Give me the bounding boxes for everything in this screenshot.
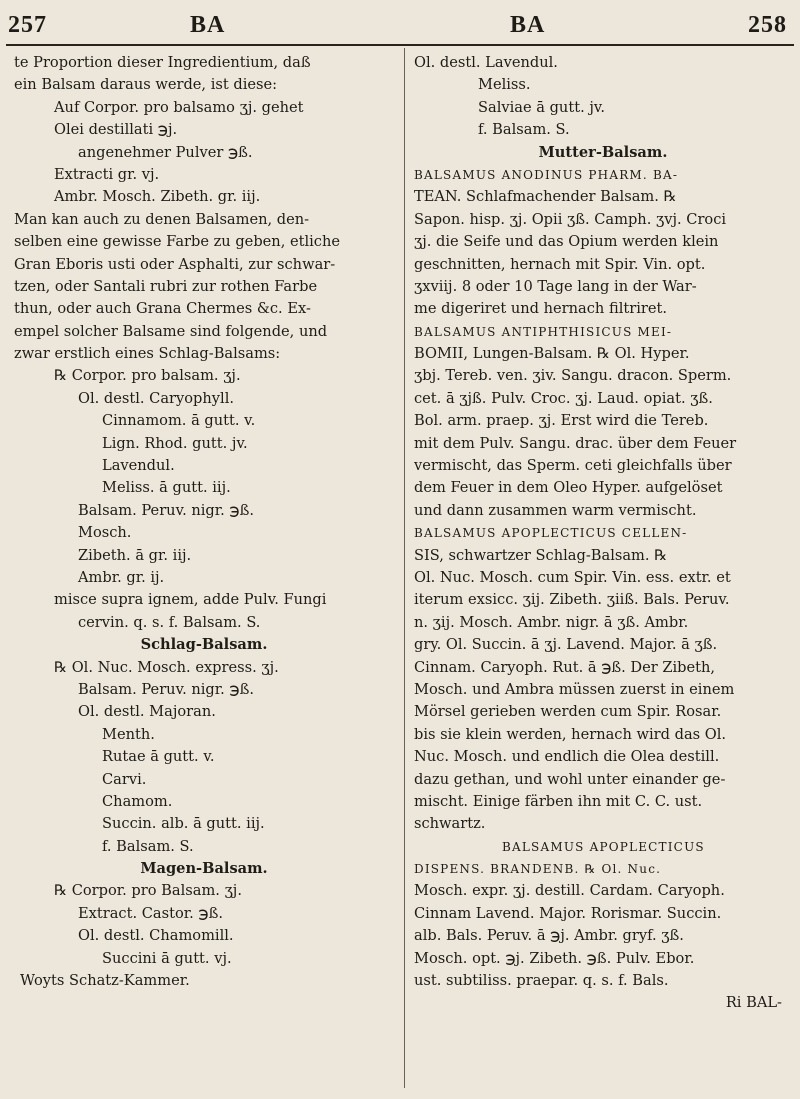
left-column-line: ℞ Ol. Nuc. Mosch. express. ʒj. bbox=[54, 658, 279, 676]
left-column-line: Extracti gr. vj. bbox=[54, 165, 160, 183]
right-column-line: BALSAMUS APOPLECTICUS CELLEN- bbox=[414, 526, 688, 541]
left-column-line: Man kan auch zu denen Balsamen, den- bbox=[14, 210, 310, 228]
left-column-line: Balsam. Peruv. nigr. ℈ß. bbox=[78, 501, 254, 519]
left-column-line: Rutae ā gutt. v. bbox=[102, 748, 215, 766]
right-column-line: DISPENS. BRANDENB. ℞ Ol. Nuc. bbox=[414, 862, 662, 877]
left-column-line: Ambr. gr. ij. bbox=[78, 568, 165, 586]
left-column-line: tzen, oder Santali rubri zur rothen Farbe bbox=[14, 277, 318, 295]
left-column-line: Succini ā gutt. vj. bbox=[102, 949, 232, 967]
running-head-word-left: BA bbox=[190, 12, 226, 38]
running-head bbox=[0, 6, 800, 40]
left-column-line: zwar erstlich eines Schlag-Balsams: bbox=[14, 345, 281, 363]
right-column-line: Meliss. bbox=[478, 76, 531, 94]
right-column-line: Cinnam. Caryoph. Rut. ā ℈ß. Der Zibeth, bbox=[414, 658, 716, 676]
right-column-line: schwartz. bbox=[414, 815, 486, 833]
left-column-line: Cinnamom. ā gutt. v. bbox=[102, 412, 256, 430]
right-column-line: Mutter-Balsam. bbox=[538, 143, 668, 161]
left-column-line: ein Balsam daraus werde, ist diese: bbox=[14, 76, 278, 94]
left-column-line: ℞ Corpor. pro Balsam. ʒj. bbox=[54, 882, 242, 900]
left-column-line: ℞ Corpor. pro balsam. ʒj. bbox=[54, 367, 241, 385]
right-column-line: vermischt, das Sperm. ceti gleichfalls über bbox=[414, 457, 732, 475]
column-divider bbox=[404, 48, 405, 1088]
left-column-line: Olei destillati ℈j. bbox=[54, 121, 178, 139]
right-column-line: Sapon. hisp. ʒj. Opii ʒß. Camph. ʒvj. Croci bbox=[414, 210, 727, 228]
right-column-line: Cinnam Lavend. Major. Rorismar. Succin. bbox=[414, 904, 722, 922]
left-column-line: Lavendul. bbox=[102, 457, 175, 475]
right-column-line: ʒj. die Seife und das Opium werden klein bbox=[414, 233, 719, 251]
right-column-line: iterum exsicc. ʒij. Zibeth. ʒiiß. Bals. Peruv. bbox=[414, 591, 730, 609]
right-column-line: Mosch. expr. ʒj. destill. Cardam. Caryoph. bbox=[414, 882, 725, 900]
right-column-line: Salviae ā gutt. jv. bbox=[478, 98, 606, 116]
left-column-line: Woyts Schatz-Kammer. bbox=[20, 972, 190, 990]
right-column-line: TEAN. Schlafmachender Balsam. ℞ bbox=[414, 188, 677, 206]
left-column-line: Meliss. ā gutt. iij. bbox=[102, 479, 231, 497]
right-column-line: geschnitten, hernach mit Spir. Vin. opt. bbox=[414, 255, 706, 273]
left-column-line: Schlag-Balsam. bbox=[140, 636, 268, 654]
left-column-line: cervin. q. s. f. Balsam. S. bbox=[78, 613, 261, 631]
left-column bbox=[14, 52, 394, 1092]
left-column-line: Chamom. bbox=[102, 792, 173, 810]
right-column-line: Nuc. Mosch. und endlich die Olea destill. bbox=[414, 748, 720, 766]
left-column-line: Balsam. Peruv. nigr. ℈ß. bbox=[78, 680, 254, 698]
left-column-line: te Proportion dieser Ingredientium, daß bbox=[14, 54, 311, 71]
header-rule bbox=[6, 44, 794, 46]
right-column-line: ʒxviij. 8 oder 10 Tage lang in der War- bbox=[414, 277, 697, 295]
right-column-line: cet. ā ʒjß. Pulv. Croc. ʒj. Laud. opiat. ʒß. bbox=[414, 389, 713, 407]
right-column-line: dem Feuer in dem Oleo Hyper. aufgelöset bbox=[414, 479, 723, 497]
right-column-line: BALSAMUS ANTIPHTHISICUS MEI- bbox=[414, 324, 673, 339]
right-column-line: SIS, schwartzer Schlag-Balsam. ℞ bbox=[414, 546, 668, 564]
left-column-line: angenehmer Pulver ℈ß. bbox=[78, 143, 253, 161]
left-column-line: Ambr. Mosch. Zibeth. gr. iij. bbox=[54, 188, 261, 206]
page-number-left: 257 bbox=[8, 12, 47, 38]
right-column-line: n. ʒij. Mosch. Ambr. nigr. ā ʒß. Ambr. bbox=[414, 613, 689, 631]
right-column-line: BOMII, Lungen-Balsam. ℞ Ol. Hyper. bbox=[414, 345, 690, 363]
left-column-line: Ol. destl. Chamomill. bbox=[78, 927, 234, 945]
right-column-line: mit dem Pulv. Sangu. drac. über dem Feuer bbox=[414, 434, 737, 452]
right-column bbox=[414, 52, 792, 1092]
right-column-line: Ol. Nuc. Mosch. cum Spir. Vin. ess. extr. et bbox=[414, 568, 731, 586]
left-column-line: Lign. Rhod. gutt. jv. bbox=[102, 434, 248, 452]
left-column-line: selben eine gewisse Farbe zu geben, etliche bbox=[14, 233, 341, 251]
left-column-line: Menth. bbox=[102, 725, 155, 743]
right-column-line: und dann zusammen warm vermischt. bbox=[414, 501, 697, 519]
right-column-line: alb. Bals. Peruv. ā ℈j. Ambr. gryf. ʒß. bbox=[414, 927, 684, 945]
right-column-line: BALSAMUS ANODINUS PHARM. BA- bbox=[414, 167, 679, 182]
left-column-line: Carvi. bbox=[102, 770, 147, 788]
left-column-line: Magen-Balsam. bbox=[140, 860, 268, 878]
left-column-line: f. Balsam. S. bbox=[102, 837, 194, 855]
right-column-line: f. Balsam. S. bbox=[478, 121, 570, 139]
left-column-line: Auf Corpor. pro balsamo ʒj. gehet bbox=[54, 98, 304, 116]
right-column-line: gry. Ol. Succin. ā ʒj. Lavend. Major. ā ʒß. bbox=[414, 636, 718, 654]
right-column-line: dazu gethan, und wohl unter einander ge- bbox=[414, 770, 726, 788]
left-column-line: thun, oder auch Grana Chermes &c. Ex- bbox=[14, 300, 311, 318]
left-column-line: Mosch. bbox=[78, 524, 132, 542]
left-column-line: misce supra ignem, adde Pulv. Fungi bbox=[54, 591, 327, 609]
right-column-line: mischt. Einige färben ihn mit C. C. ust. bbox=[414, 792, 703, 810]
right-column-line: Mosch. und Ambra müssen zuerst in einem bbox=[414, 680, 735, 698]
right-column-line: bis sie klein werden, hernach wird das Ol. bbox=[414, 725, 727, 743]
right-column-line: Mörsel gerieben werden cum Spir. Rosar. bbox=[414, 703, 722, 721]
left-column-line: Extract. Castor. ℈ß. bbox=[78, 904, 223, 922]
running-head-word-right: BA bbox=[510, 12, 546, 38]
left-column-line: Succin. alb. ā gutt. iij. bbox=[102, 815, 265, 833]
page-number-right: 258 bbox=[748, 12, 787, 38]
right-column-line: BALSAMUS APOPLECTICUS bbox=[502, 839, 705, 854]
left-column-line: Ol. destl. Majoran. bbox=[78, 703, 216, 721]
right-column-line: Ri BAL- bbox=[725, 994, 782, 1012]
right-column-line: me digeriret und hernach filtriret. bbox=[414, 300, 667, 318]
right-column-line: Bol. arm. praep. ʒj. Erst wird die Tereb. bbox=[414, 412, 709, 430]
right-column-line: Mosch. opt. ℈j. Zibeth. ℈ß. Pulv. Ebor. bbox=[414, 949, 695, 967]
right-column-line: ʒbj. Tereb. ven. ʒiv. Sangu. dracon. Sperm. bbox=[414, 367, 732, 385]
left-column-line: Ol. destl. Caryophyll. bbox=[78, 389, 235, 407]
right-column-line: ust. subtiliss. praepar. q. s. f. Bals. bbox=[414, 972, 669, 990]
left-column-line: Zibeth. ā gr. iij. bbox=[78, 546, 192, 564]
left-column-line: Gran Eboris usti oder Asphalti, zur schwar- bbox=[14, 255, 336, 273]
left-column-line: empel solcher Balsame sind folgende, und bbox=[14, 322, 328, 340]
right-column-line: Ol. destl. Lavendul. bbox=[414, 54, 558, 71]
